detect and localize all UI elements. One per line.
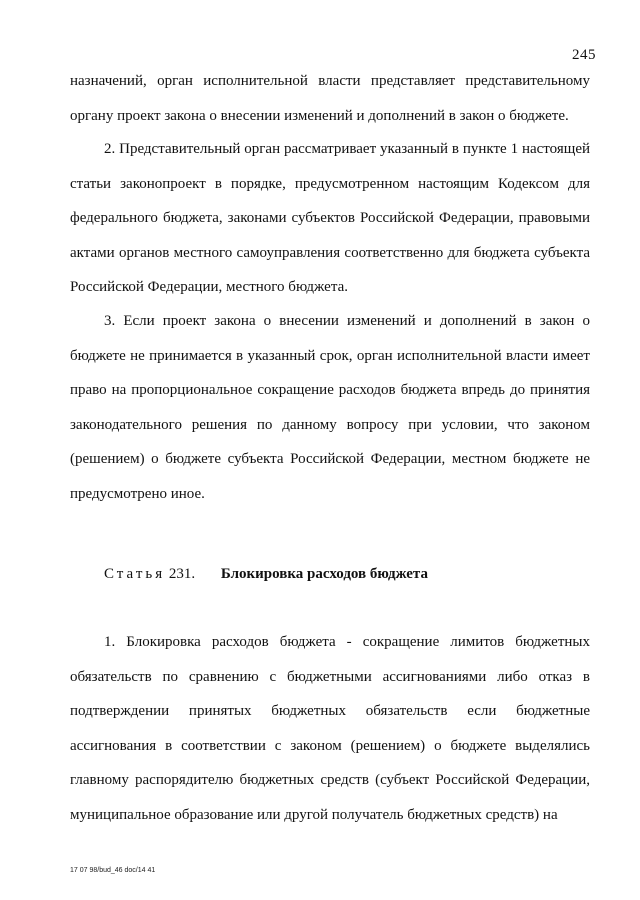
article-heading [104, 566, 428, 583]
paragraph-item-3: 3. Если проект закона о внесении изменений и дополнений в закон о бюджете не принимается в указанный срок, орган исполнительной власти имеет право на пропорциональное сокращение расходов бюджета впредь до принятия законодательного решения по данному вопросу при условии, что законом (решением) о бюджете субъекта Российской Федерации, местном бюджете не предусмотрено иное. [70, 313, 590, 502]
article-number: 231. [168, 566, 196, 582]
footer-file-code: 17 07 98/bud_46 doc/14 41 [70, 867, 156, 874]
page-number: 245 [572, 47, 596, 63]
article-label: Статья [104, 566, 166, 582]
article-title: Блокировка расходов бюджета [220, 566, 428, 582]
paragraph-continuation: назначений, орган исполнительной власти представляет представительному органу проект закона о внесении изменений и дополнений в закон о бюджете. [70, 73, 590, 124]
paragraph-item-2: 2. Представительный орган рассматривает указанный в пункте 1 настоящей статьи законопроект в порядке, предусмотренном настоящим Кодексом для федерального бюджета, законами субъектов Российской Федерации, правовыми актами органов местного самоуправления соответственно для бюджета субъекта Российской Федерации, местного бюджета. [70, 141, 590, 295]
article-item-1: 1. Блокировка расходов бюджета - сокращение лимитов бюджетных обязательств по сравнению с бюджетными ассигнованиями либо отказ в подтверждении принятых бюджетных обязательств если бюджетные ассигнования в соответствии с законом (решением) о бюджете выделялись главному распорядителю бюджетных средств (субъект Российской Федерации, муниципальное образование или другой получатель бюджетных средств) на [70, 634, 590, 823]
